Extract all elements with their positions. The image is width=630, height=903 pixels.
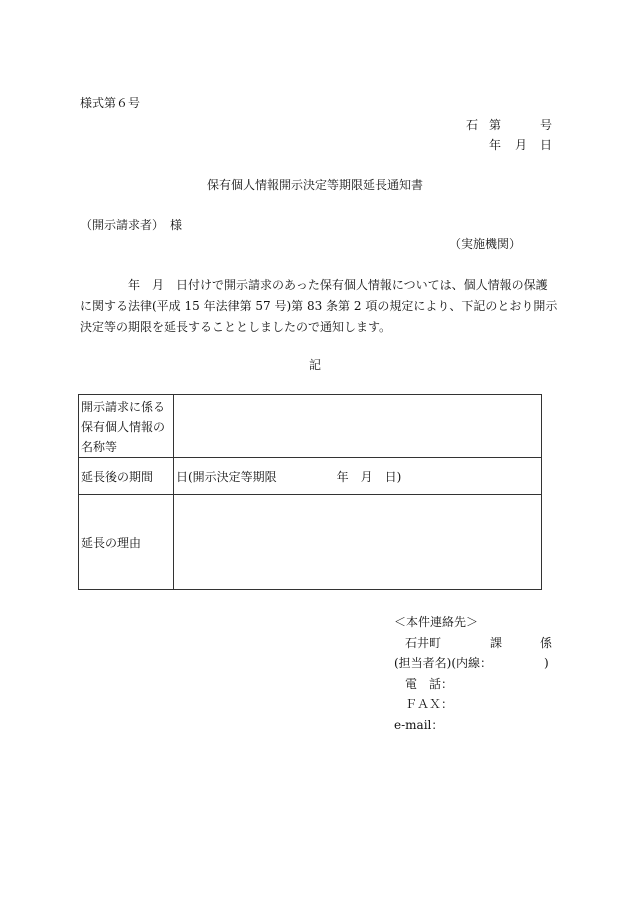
contact-phone-text: 電 話： (405, 676, 454, 691)
row-label-info-name (79, 395, 174, 458)
table-row (79, 395, 542, 458)
contact-fax-text: ＦＡＸ： (405, 697, 454, 711)
form-number: 様式第６号 (80, 96, 141, 110)
row-value-extended-period: 日(開示決定等期限 年 月 日) (174, 458, 542, 495)
contact-town: 石井町 (405, 635, 442, 650)
row-label-line: 名称等 (81, 440, 118, 454)
doc-number-dai: 第 (489, 118, 502, 132)
row-label-extended-period: 延長後の期間 (79, 458, 174, 495)
row-value-reason (174, 495, 542, 590)
date-day: 日 (540, 138, 553, 152)
date-month: 月 (515, 138, 528, 152)
body-paragraph (80, 275, 558, 338)
ki-heading: 記 (308, 358, 321, 372)
addressee: （開示請求者） 様 (80, 218, 183, 232)
contact-person-close: ) (544, 656, 549, 670)
date-year: 年 (489, 138, 502, 152)
document-title: 保有個人情報開示決定等期限延長通知書 (206, 178, 423, 192)
doc-number-prefix: 石 (466, 118, 479, 132)
implementing-agency: （実施機関） (448, 237, 521, 251)
body-line-1: 年 月 日付けで開示請求のあった保有個人情報については、個人情報の保護 (80, 278, 548, 292)
body-line-3: 決定等の期限を延長することとしましたので通知します。 (80, 320, 392, 334)
table-row (79, 495, 542, 590)
contact-kakari: 係 (540, 635, 553, 650)
body-line-2: に関する法律(平成 15 年法律第 57 号)第 83 条第 2 項の規定により、下記のとおり開示 (80, 299, 558, 313)
contact-heading-text: ＜本件連絡先＞ (394, 615, 479, 629)
record-table (78, 394, 542, 590)
row-label-line: 開示請求に係る (81, 400, 166, 414)
doc-number-go: 号 (540, 118, 553, 132)
row-label-reason: 延長の理由 (79, 495, 174, 590)
contact-ka: 課 (490, 635, 503, 650)
contact-email-text: e-mail： (394, 717, 444, 732)
contact-person-text: (担当者名)(内線： (394, 656, 493, 670)
row-label-line: 保有個人情報の (81, 420, 166, 434)
table-row (79, 458, 542, 495)
row-value-info-name (174, 395, 542, 458)
